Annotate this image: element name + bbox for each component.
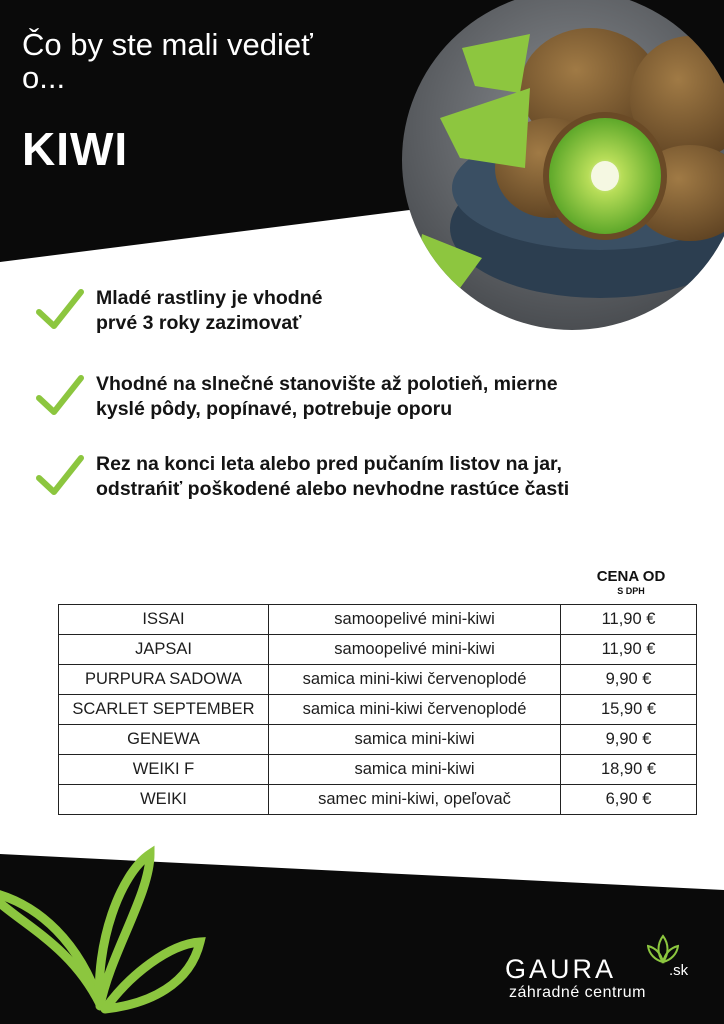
price-column-header <box>566 568 696 597</box>
price-header-sub: S DPH <box>617 586 645 596</box>
kiwi-photo <box>400 0 724 332</box>
price-cell: 11,90 € <box>561 605 697 635</box>
intro-text: Čo by ste mali vedieť o... <box>22 27 313 95</box>
description-cell: samica mini-kiwi červenoplodé <box>269 695 561 725</box>
variety-cell: WEIKI F <box>59 755 269 785</box>
description-cell: samec mini-kiwi, opeľovač <box>269 785 561 815</box>
table-row <box>59 605 697 635</box>
description-cell: samica mini-kiwi <box>269 725 561 755</box>
description-cell: samoopelivé mini-kiwi <box>269 635 561 665</box>
checkmark-icon <box>36 288 84 332</box>
price-cell: 18,90 € <box>561 755 697 785</box>
leaf-icon <box>647 934 679 964</box>
price-cell: 6,90 € <box>561 785 697 815</box>
variety-cell: JAPSAI <box>59 635 269 665</box>
table-row <box>59 695 697 725</box>
variety-cell: SCARLET SEPTEMBER <box>59 695 269 725</box>
tip-text: Rez na konci leta alebo pred pučaním listov na jar, odstrańiť poškodené alebo nevhodne rastúce časti <box>96 453 570 500</box>
tip-text: Mladé rastliny je vhodné prvé 3 roky zazimovať <box>96 287 323 334</box>
table-row <box>59 755 697 785</box>
logo-tagline: záhradné centrum <box>509 984 646 1001</box>
checkmark-icon <box>36 374 84 418</box>
variety-cell: WEIKI <box>59 785 269 815</box>
logo-tld: .sk <box>669 962 689 979</box>
variety-cell: ISSAI <box>59 605 269 635</box>
price-cell: 11,90 € <box>561 635 697 665</box>
variety-cell: PURPURA SADOWA <box>59 665 269 695</box>
description-cell: samica mini-kiwi červenoplodé <box>269 665 561 695</box>
logo-name: GAURA <box>505 954 617 984</box>
variety-cell: GENEWA <box>59 725 269 755</box>
price-cell: 9,90 € <box>561 725 697 755</box>
price-cell: 9,90 € <box>561 665 697 695</box>
table-row <box>59 785 697 815</box>
page-title: KIWI <box>22 123 129 175</box>
description-cell: samoopelivé mini-kiwi <box>269 605 561 635</box>
table-row <box>59 665 697 695</box>
price-cell: 15,90 € <box>561 695 697 725</box>
table-row <box>59 725 697 755</box>
gaura-logo <box>505 932 705 1012</box>
price-table <box>58 604 697 815</box>
description-cell: samica mini-kiwi <box>269 755 561 785</box>
table-row <box>59 635 697 665</box>
price-header-label: CENA OD <box>596 568 666 585</box>
checkmark-icon <box>36 454 84 498</box>
tip-text: Vhodné na slnečné stanovište až polotieň, mierne kyslé pôdy, popínavé, potrebuje oporu <box>96 373 558 420</box>
